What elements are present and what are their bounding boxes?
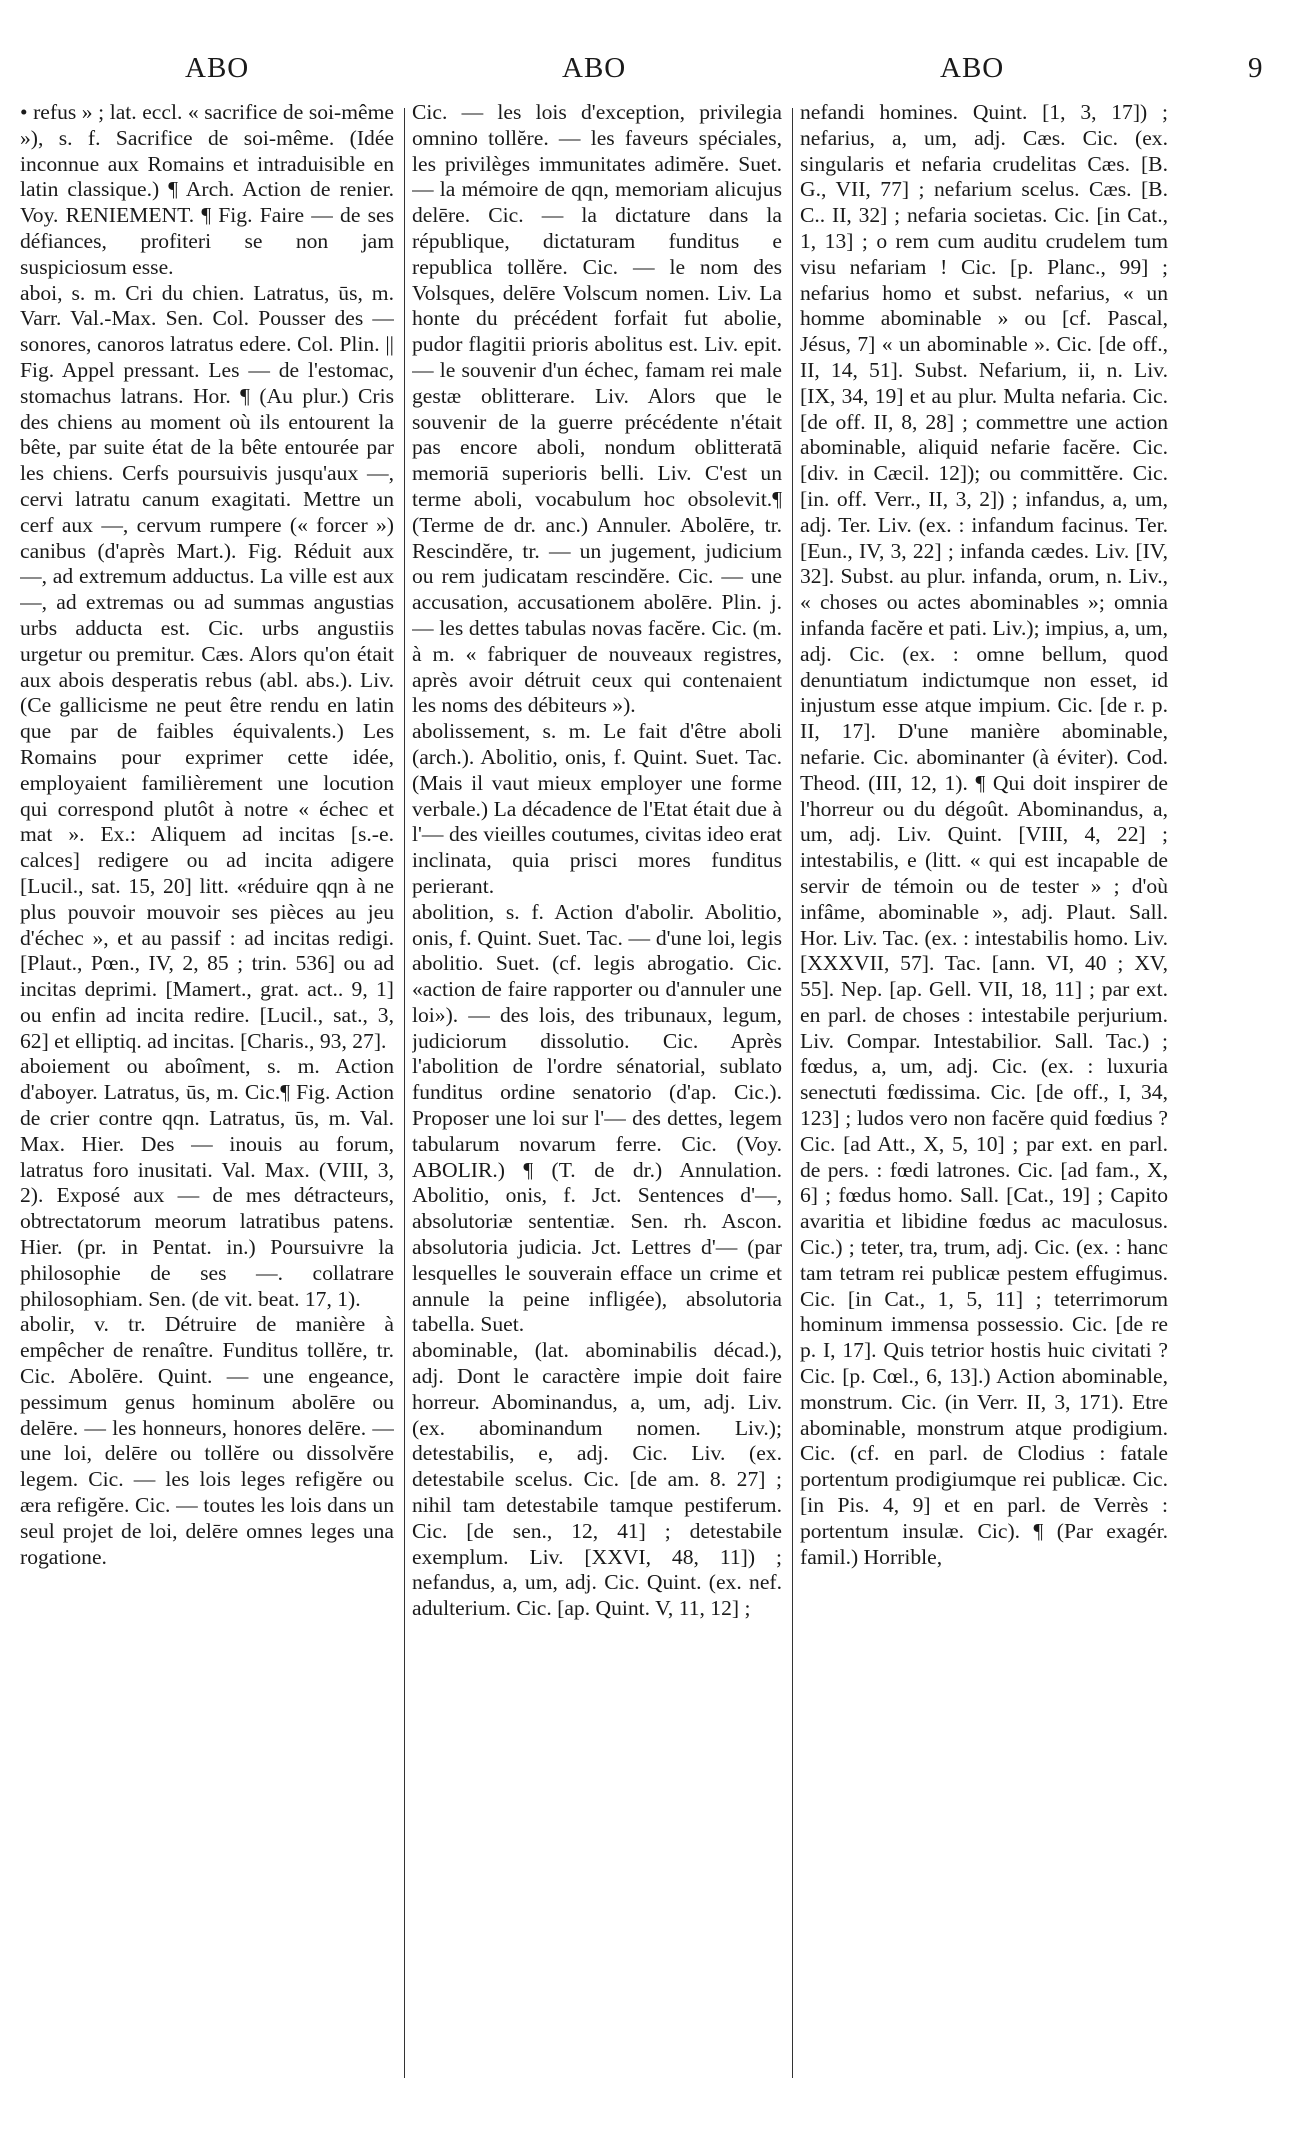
entry-paragraph: Cic. — les lois d'exception, privilegia omnino tollĕre. — les faveurs spéciales, les privilèges immunitates adimĕre. Suet. — la mémoire de qqn, memoriam alicujus delēre. Cic. — la dictature dans la république, dictaturam funditus e republica tollĕre. Cic. — le nom des Volsques, delēre Volscum nomen. Liv. La honte du précédent forfait fut abolie, pudor flagitii prioris abolitus est. Liv. epit. — le souvenir d'un échec, famam rei male gestæ oblitterare. Liv. Alors que le souvenir de la guerre précédente n'était pas encore aboli, nondum oblitteratā memoriā superioris belli. Liv. C'est un terme aboli, vocabulum hoc obsolevit.¶ (Terme de dr. anc.) Annuler. Abolēre, tr. Rescindĕre, tr. — un jugement, judicium ou rem judicatam rescindĕre. Cic. — une accusation, accusationem abolēre. Plin. j. — les dettes tabulas novas facĕre. Cic. (m. à m. « fabriquer de nouveaux registres, après avoir détruit ceux qui contenaient les noms des débiteurs »). xyxy=(412,100,782,718)
entry-paragraph: abolissement, s. m. Le fait d'être aboli (arch.). Abolitio, onis, f. Quint. Suet. Tac. (Mais il vaut mieux employer une forme verbale.) La décadence de l'Etat était due à l'— des vieilles coutumes, civitas ideo erat inclinata, quia prisci mores funditus perierant. xyxy=(412,719,782,898)
entry-paragraph: nefandi homines. Quint. [1, 3, 17]) ; nefarius, a, um, adj. Cæs. Cic. (ex. singularis et nefaria crudelitas Cæs. [B. G., VII, 77] ; nefarium scelus. Cæs. [B. C.. II, 32] ; nefaria societas. Cic. [in Cat., 1, 13] ; o rem cum auditu crudelem tum visu nefariam ! Cic. [p. Planc., 99] ; nefarius homo et subst. nefarius, « un homme abominable » ou [cf. Pascal, Jésus, 7] « un abominable ». Cic. [de off., II, 14, 51]. Subst. Nefarium, ii, n. Liv. [IX, 34, 19] et au plur. Multa nefaria. Cic. [de off. II, 8, 28] ; commettre une action abominable, aliquid nefarie facĕre. Cic. [div. in Cæcil. 12]); ou committĕre. Cic. [in. off. Verr., II, 3, 2]) ; infandus, a, um, adj. Ter. Liv. (ex. : infandum facinus. Ter. [Eun., IV, 3, 22] ; infanda cædes. Liv. [IV, 32]. Subst. au plur. infanda, orum, n. Liv., « choses ou actes abominables »; omnia infanda facĕre et pati. Liv.); impius, a, um, adj. Cic. (ex. : omne bellum, quod denuntiatum indictumque non esset, id injustum esse atque impium. Cic. [de r. p. II, 17]. D'une manière abominable, nefarie. Cic. abominanter (à éviter). Cod. Theod. (III, 12, 1). ¶ Qui doit inspirer de l'horreur ou du dégoût. Abominandus, a, um, adj. Liv. Quint. [VIII, 4, 22] ; intestabilis, e (litt. « qui est incapable de servir de témoin ou de tester » ; d'où infâme, abominable », adj. Plaut. Sall. Hor. Liv. Tac. (ex. : intestabilis homo. Liv. [XXXVII, 57]. Tac. [ann. VI, 40 ; XV, 55]. Nep. [ap. Gell. VII, 18, 11] ; par ext. en parl. de choses : intestabile perjurium. Liv. Compar. Intestabilior. Sall. Tac.) ; fœdus, a, um, adj. Cic. (ex. : luxuria senectuti fœdissima. Cic. [de off., I, 34, 123] ; ludos vero non facĕre quid fœdius ? Cic. [ad Att., X, 5, 10] ; par ext. en parl. de pers. : fœdi latrones. Cic. [ad fam., X, 6] ; fœdus homo. Sall. [Cat., 19] ; Capito avaritia et libidine fœdus ac maculosus. Cic.) ; teter, tra, trum, adj. Cic. (ex. : hanc tam tetram rei publicæ pestem effugimus. Cic. [in Cat., 1, 5, 11] ; teterrimorum hominum immensa possessio. Cic. [de re p. I, 17]. Quis tetrior hostis huic civitati ? Cic. [p. Cœl., 6, 13].) Action abominable, monstrum. Cic. (in Verr. II, 3, 171). Etre abominable, monstrum atque prodigium. Cic. (cf. en parl. de Clodius : fatale portentum prodigiumque rei publicæ. Cic. [in Pis. 4, 9] et en parl. de Verrès : portentum insulæ. Cic). ¶ (Par exagér. famil.) Horrible, xyxy=(800,100,1168,1569)
column-left xyxy=(20,100,394,2090)
entry-paragraph: abominable, (lat. abominabilis décad.), adj. Dont le caractère impie doit faire horreur. Abominandus, a, um, adj. Liv. (ex. abominandum nomen. Liv.); detestabilis, e, adj. Cic. Liv. (ex. detestabile scelus. Cic. [de am. 8. 27] ; nihil tam detestabile tamque pestiferum. Cic. [de sen., 12, 41] ; detestabile exemplum. Liv. [XXVI, 48, 11]) ; nefandus, a, um, adj. Cic. Quint. (ex. nef. adulterium. Cic. [ap. Quint. V, 11, 12] ; xyxy=(412,1338,782,1621)
column-rule-1 xyxy=(404,108,405,2078)
running-head-center: ABO xyxy=(562,52,627,84)
page-number: 9 xyxy=(1248,52,1264,84)
column-rule-2 xyxy=(792,108,793,2078)
running-head-left: ABO xyxy=(185,52,250,84)
running-head-right: ABO xyxy=(940,52,1005,84)
column-right xyxy=(800,100,1168,2090)
entry-paragraph: abolition, s. f. Action d'abolir. Abolitio, onis, f. Quint. Suet. Tac. — d'une loi, legis abolitio. Suet. (cf. legis abrogatio. Cic. «action de faire rapporter ou d'annuler une loi»). — des lois, des tribunaux, legum, judiciorum dissolutio. Cic. Après l'abolition de l'ordre sénatorial, sublato funditus ordine senatorio (d'ap. Cic.). Proposer une loi sur l'— des dettes, legem tabularum novarum ferre. Cic. (Voy. ABOLIR.) ¶ (T. de dr.) Annulation. Abolitio, onis, f. Jct. Sentences d'—, absolutoriæ sententiæ. Sen. rh. Ascon. absolutoria judicia. Jct. Lettres d'— (par lesquelles le souverain efface un crime et annule la peine infligée), absolutoria tabella. Suet. xyxy=(412,899,782,1337)
entry-paragraph: • refus » ; lat. eccl. « sacrifice de soi-même »), s. f. Sacrifice de soi-même. (Idée inconnue aux Romains et intraduisible en latin classique.) ¶ Arch. Action de renier. Voy. RENIEMENT. ¶ Fig. Faire — de ses défiances, profiteri se non jam suspiciosum esse. xyxy=(20,100,394,279)
entry-paragraph: aboi, s. m. Cri du chien. Latratus, ūs, m. Varr. Val.-Max. Sen. Col. Pousser des — sonores, canoros latratus edere. Col. Plin. || Fig. Appel pressant. Les — de l'estomac, stomachus latrans. Hor. ¶ (Au plur.) Cris des chiens au moment où ils entourent la bête, par suite état de la bête entourée par les chiens. Cerfs poursuivis jusqu'aux —, cervi latratu canum exagitati. Mettre un cerf aux —, cervum rumpere (« forcer ») canibus (d'après Mart.). Fig. Réduit aux —, ad extremum adductus. La ville est aux —, ad extremas ou ad summas angustias urbs adducta est. Cic. urbs angustiis urgetur ou premitur. Cæs. Alors qu'on était aux abois desperatis rebus (abl. abs.). Liv. (Ce gallicisme ne peut être rendu en latin que par de faibles équivalents.) Les Romains pour exprimer cette idée, employaient familièrement une locution qui correspond plutôt à notre « échec et mat ». Ex.: Aliquem ad incitas [s.-e. calces] redigere ou ad incita adigere [Lucil., sat. 15, 20] litt. «réduire qqn à ne plus pouvoir mouvoir ses pièces au jeu d'échec », et au passif : ad incitas redigi. [Plaut., Pœn., IV, 2, 85 ; trin. 536] ou ad incitas deprimi. [Mamert., grat. act.. 9, 1] ou enfin ad incita redire. [Lucil., sat., 3, 62] et elliptiq. ad incitas. [Charis., 93, 27]. xyxy=(20,280,394,1053)
entry-paragraph: aboiement ou aboîment, s. m. Action d'aboyer. Latratus, ūs, m. Cic.¶ Fig. Action de crier contre qqn. Latratus, ūs, m. Val. Max. Hier. Des — inouis au forum, latratus foro inusitati. Val. Max. (VIII, 3, 2). Exposé aux — de mes détracteurs, obtrectatorum meorum latratibus patens. Hier. (pr. in Pentat. in.) Poursuivre la philosophie de ses —. collatrare philosophiam. Sen. (de vit. beat. 17, 1). xyxy=(20,1054,394,1311)
column-middle xyxy=(412,100,782,2090)
entry-paragraph: abolir, v. tr. Détruire de manière à empêcher de renaître. Funditus tollĕre, tr. Cic. Abolēre. Quint. — une engeance, pessimum genus hominum abolēre ou delēre. — les honneurs, honores delēre. — une loi, delēre ou tollĕre ou dissolvĕre legem. Cic. — les lois leges refigĕre ou æra refigĕre. Cic. — toutes les lois dans un seul projet de loi, delēre omnes leges una rogatione. xyxy=(20,1312,394,1569)
